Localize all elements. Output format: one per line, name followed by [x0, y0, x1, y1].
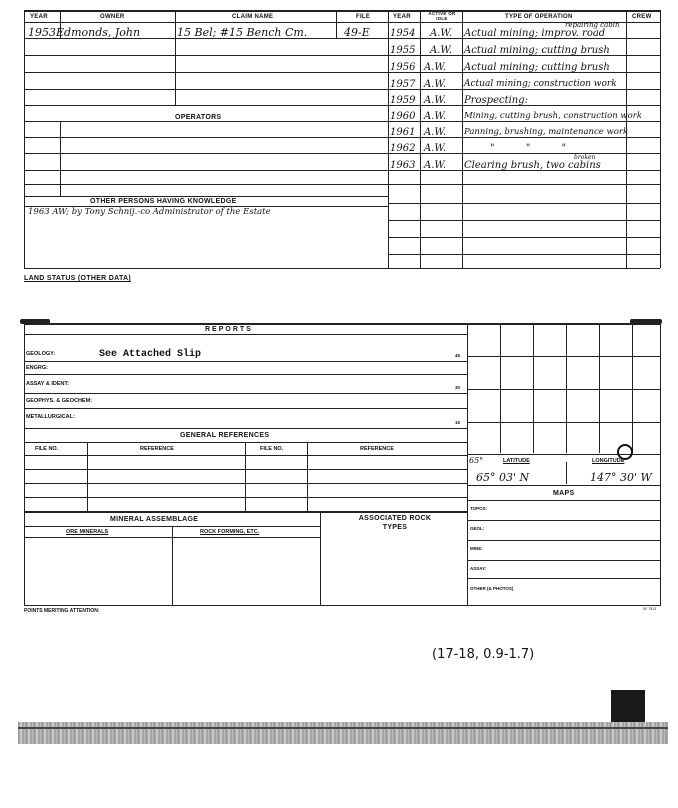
op-status: A.W. [430, 45, 453, 56]
col-marker: 45 [455, 353, 461, 358]
header-file: FILE [356, 14, 371, 20]
row-rule [24, 153, 388, 154]
right-border [660, 10, 661, 268]
ore-minerals: ORE MINERALS [66, 529, 109, 535]
op-type: Prospecting: [464, 95, 529, 106]
grid-line [632, 323, 633, 453]
op-status: A.W. [424, 143, 447, 154]
op-status: A.W. [424, 127, 447, 138]
operators-title: OPERATORS [175, 114, 222, 121]
col-divider [245, 442, 246, 512]
grid-line [599, 323, 600, 453]
row-rule [24, 374, 467, 375]
top-border [24, 10, 660, 12]
header-year: YEAR [30, 14, 48, 20]
row-rule [467, 540, 660, 541]
op-year: 1957 [390, 79, 416, 90]
op-note: broken [574, 154, 596, 161]
owner-name: Edmonds, John [56, 26, 141, 39]
row-rule [24, 196, 388, 197]
grid-line [533, 323, 534, 453]
lat-deg: 65° [469, 456, 484, 465]
row-rule [24, 72, 388, 73]
registration-block [611, 690, 645, 722]
op-type: Mining, cutting brush, construction work [464, 111, 643, 121]
row-rule [24, 184, 388, 185]
gr-file-no-2: FILE NO. [260, 446, 284, 452]
geology-value: See Attached Slip [99, 349, 202, 360]
right-border [660, 323, 661, 606]
op-type: Clearing brush, two cabins [464, 160, 601, 171]
row-rule [467, 560, 660, 561]
file-number: 49-E [344, 26, 370, 39]
op-type: Actual mining; improv. road [464, 28, 606, 39]
op-year: 1954 [390, 28, 416, 39]
points-meriting-attention: POINTS MERITING ATTENTION: [24, 608, 100, 614]
form-number: SF 7513 [643, 607, 657, 611]
op-note: repairing cabin [565, 21, 620, 29]
engrg-label: ENGRG: [26, 365, 48, 371]
col-divider [175, 10, 176, 105]
op-year: 1962 [390, 143, 416, 154]
row-rule [467, 520, 660, 521]
row-rule [467, 500, 660, 501]
grid-line [500, 323, 501, 453]
grid-line [566, 323, 567, 453]
maps-title: MAPS [553, 490, 575, 497]
geophys-label: GEOPHYS. & GEOCHEM: [26, 398, 93, 404]
col-divider [87, 442, 88, 512]
op-type: Actual mining; construction work [464, 79, 617, 89]
circle-mark-icon [617, 444, 633, 460]
latitude-value: 65° 03' N [476, 471, 530, 484]
row-rule [388, 237, 660, 238]
col-divider [320, 511, 321, 606]
grid-line [467, 356, 660, 357]
row-rule [24, 393, 467, 394]
row-rule [24, 483, 467, 484]
col-marker: 30 [455, 385, 461, 390]
header-type-of-operation: TYPE OF OPERATION [505, 14, 573, 20]
op-year: 1959 [390, 95, 416, 106]
rock-forming: ROCK FORMING, ETC. [200, 529, 260, 535]
header-claim-name: CLAIM NAME [232, 14, 274, 20]
col-divider [307, 442, 308, 512]
row-rule [388, 203, 660, 204]
row-rule [24, 469, 467, 470]
row-rule [24, 55, 388, 56]
latitude-label: LATITUDE [503, 458, 530, 464]
header-owner: OWNER [100, 14, 125, 20]
op-status: A.W. [424, 95, 447, 106]
col-divider [420, 10, 421, 268]
row-rule [24, 89, 388, 90]
scan-noise-band [18, 722, 668, 744]
grid-line [467, 422, 660, 423]
op-status: A.W. [430, 28, 453, 39]
reports-title: REPORTS [205, 326, 253, 333]
mineral-title: MINERAL ASSEMBLAGE [110, 516, 199, 523]
header-active-idle: ACTIVE OR IDLE [428, 11, 456, 21]
row-rule [24, 170, 388, 171]
gr-reference-2: REFERENCE [360, 446, 394, 452]
scan-edge [18, 727, 668, 729]
col-divider [172, 526, 173, 606]
op-year: 1963 [390, 160, 416, 171]
row-rule [24, 361, 467, 362]
row-rule [24, 408, 467, 409]
maps-mine: MINE: [470, 546, 483, 551]
row-rule [24, 121, 388, 122]
row-rule [467, 578, 660, 579]
op-year: 1955 [390, 45, 416, 56]
row-rule [388, 220, 660, 221]
row-rule [388, 184, 660, 185]
land-status: LAND STATUS (OTHER DATA) [24, 275, 132, 282]
maps-geol: GEOL: [470, 526, 485, 531]
op-type: Actual mining; cutting brush [464, 45, 610, 56]
op-type: Actual mining; cutting brush [464, 62, 610, 73]
handwritten-code: (17-18, 0.9-1.7) [432, 647, 535, 662]
left-border [24, 323, 25, 606]
op-year: 1956 [390, 62, 416, 73]
col-marker: 15 [455, 420, 461, 425]
longitude-value: 147° 30' W [590, 471, 652, 484]
associated-rock-types: ASSOCIATED ROCK TYPES [358, 515, 432, 531]
row-rule [24, 137, 388, 138]
owner-year: 1953 [28, 26, 56, 39]
knowledge-title: OTHER PERSONS HAVING KNOWLEDGE [90, 198, 237, 205]
op-status: A.W. [424, 111, 447, 122]
row-rule [467, 485, 660, 486]
longitude-label: LONGITUDE [592, 458, 625, 464]
row-rule [388, 254, 660, 255]
row-rule [24, 511, 467, 513]
op-status: A.W. [424, 62, 447, 73]
header-year-2: YEAR [393, 14, 411, 20]
maps-other: OTHER (& PHOTOS) [470, 586, 514, 591]
gr-file-no: FILE NO. [35, 446, 59, 452]
reports-title-rule [24, 334, 467, 335]
knowledge-entry: 1963 AW; by Tony Schnij.-co Administrator of the Estate [28, 207, 271, 217]
col-divider [566, 462, 567, 484]
assay-label: ASSAY & IDENT: [26, 381, 70, 387]
col-divider [462, 10, 463, 268]
geology-label: GEOLOGY: [26, 351, 56, 357]
row-rule [24, 105, 388, 106]
general-references-title: GENERAL REFERENCES [180, 432, 270, 439]
reports-bottom [24, 605, 660, 606]
metallurgical-label: METALLURGICAL: [26, 414, 75, 420]
op-type: " " " [490, 143, 581, 154]
col-divider [467, 323, 468, 606]
table-bottom [24, 268, 660, 269]
op-status: A.W. [424, 160, 447, 171]
maps-topos: TOPOS: [470, 506, 488, 511]
col-divider [336, 10, 337, 38]
maps-assay: ASSAY: [470, 566, 487, 571]
reports-top [24, 323, 660, 325]
row-rule [24, 428, 467, 429]
op-year: 1960 [390, 111, 416, 122]
col-divider [388, 10, 389, 268]
header-crew: CREW [632, 14, 652, 20]
row-rule [24, 497, 467, 498]
gr-reference: REFERENCE [140, 446, 174, 452]
left-border [24, 10, 25, 268]
op-status: A.W. [424, 79, 447, 90]
claim-name: 15 Bel; #15 Bench Cm. [177, 26, 308, 39]
grid-line [467, 389, 660, 390]
op-type: Panning, brushing, maintenance work [464, 127, 629, 137]
op-year: 1961 [390, 127, 416, 138]
col-divider [626, 10, 627, 268]
